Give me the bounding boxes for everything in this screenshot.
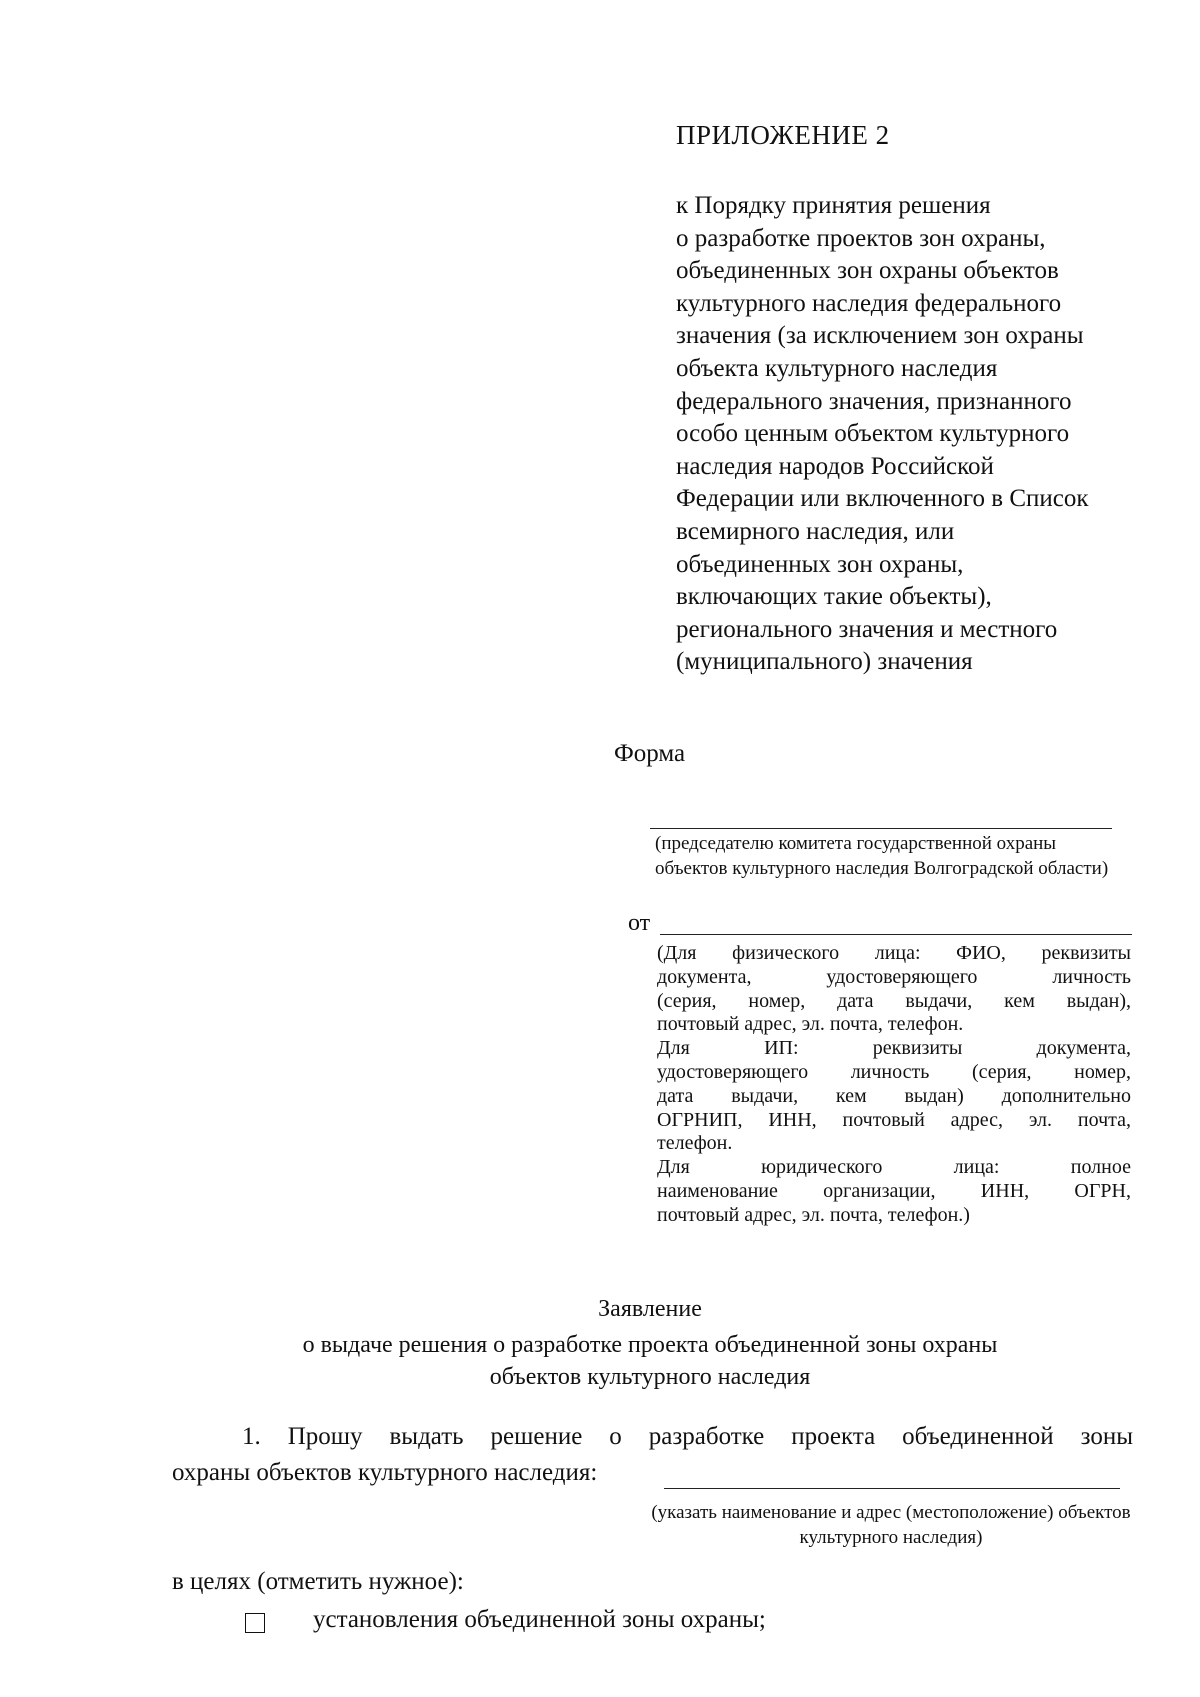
application-title: Заявление <box>598 1296 702 1322</box>
addressee-field-line[interactable] <box>650 828 1112 829</box>
appendix-line: объединенных зон охраны, <box>676 550 964 578</box>
appendix-line: регионального значения и местного <box>676 615 1058 643</box>
request-line-2: охраны объектов культурного наследия: <box>172 1459 598 1486</box>
addressee-note: (председателю комитета государственной охраны объектов культурного наследия Волгоградской области) <box>655 833 1109 879</box>
option-checkbox[interactable] <box>245 1613 265 1633</box>
appendix-line: объединенных зон охраны объектов <box>676 257 1059 285</box>
request-note: (указать наименование и адрес (местоположение) объектов культурного наследия) <box>651 1502 1131 1548</box>
appendix-line: (муниципального) значения <box>676 648 973 676</box>
applicant-field-line[interactable] <box>660 934 1132 935</box>
note-line: ОГРНИП, ИНН, почтовый адрес, эл. почта, <box>657 1108 1131 1131</box>
request-line-1 <box>172 1423 1133 1451</box>
note-line: телефон. <box>657 1132 733 1155</box>
appendix-line: культурного наследия федерального <box>676 289 1062 317</box>
appendix-reference <box>676 190 1089 679</box>
note-line: почтовый адрес, эл. почта, телефон.) <box>657 1203 970 1226</box>
note-line: наименование организации, ИНН, ОГРН, <box>657 1179 1131 1202</box>
from-label: от <box>628 910 651 936</box>
note-line: Для юридического лица: полное <box>657 1156 1131 1179</box>
appendix-line: объекта культурного наследия <box>676 354 998 382</box>
subtitle-line: о выдаче решения о разработке проекта объединенной зоны охраны <box>302 1332 998 1358</box>
appendix-line: наследия народов Российской <box>676 452 994 480</box>
appendix-line: всемирного наследия, или <box>676 517 955 545</box>
note-line: (Для физического лица: ФИО, реквизиты <box>657 942 1131 964</box>
appendix-title: ПРИЛОЖЕНИЕ 2 <box>676 120 890 150</box>
purpose-label: в целях (отметить нужное): <box>172 1568 464 1595</box>
appendix-line: о разработке проектов зон охраны, <box>676 224 1046 252</box>
appendix-line: Федерации или включенного в Список <box>676 485 1089 513</box>
subtitle-line: объектов культурного наследия <box>489 1364 811 1390</box>
appendix-line: особо ценным объектом культурного <box>676 420 1070 448</box>
note-line: Для ИП: реквизиты документа, <box>657 1037 1131 1060</box>
appendix-line: включающих такие объекты), <box>676 583 992 611</box>
appendix-line: значения (за исключением зон охраны <box>676 322 1084 350</box>
note-line: удостоверяющего личность (серия, номер, <box>657 1060 1131 1083</box>
request-text: Прошу выдать решение о разработке проекта объединенной зоны <box>287 1423 1134 1450</box>
option-label: установления объединенной зоны охраны; <box>313 1606 766 1633</box>
note-line: (серия, номер, дата выдачи, кем выдан), <box>657 989 1131 1012</box>
request-number: 1. <box>242 1423 261 1450</box>
appendix-line: к Порядку принятия решения <box>676 192 991 219</box>
note-line: почтовый адрес, эл. почта, телефон. <box>657 1013 964 1036</box>
appendix-line: федерального значения, признанного <box>676 387 1072 415</box>
note-line: документа, удостоверяющего личность <box>657 965 1131 988</box>
heritage-object-field-line[interactable] <box>664 1488 1120 1489</box>
applicant-notes <box>657 942 1131 1228</box>
form-label: Форма <box>614 740 686 767</box>
note-line: дата выдачи, кем выдан) дополнительно <box>657 1084 1131 1107</box>
application-subtitle <box>0 1329 1200 1393</box>
